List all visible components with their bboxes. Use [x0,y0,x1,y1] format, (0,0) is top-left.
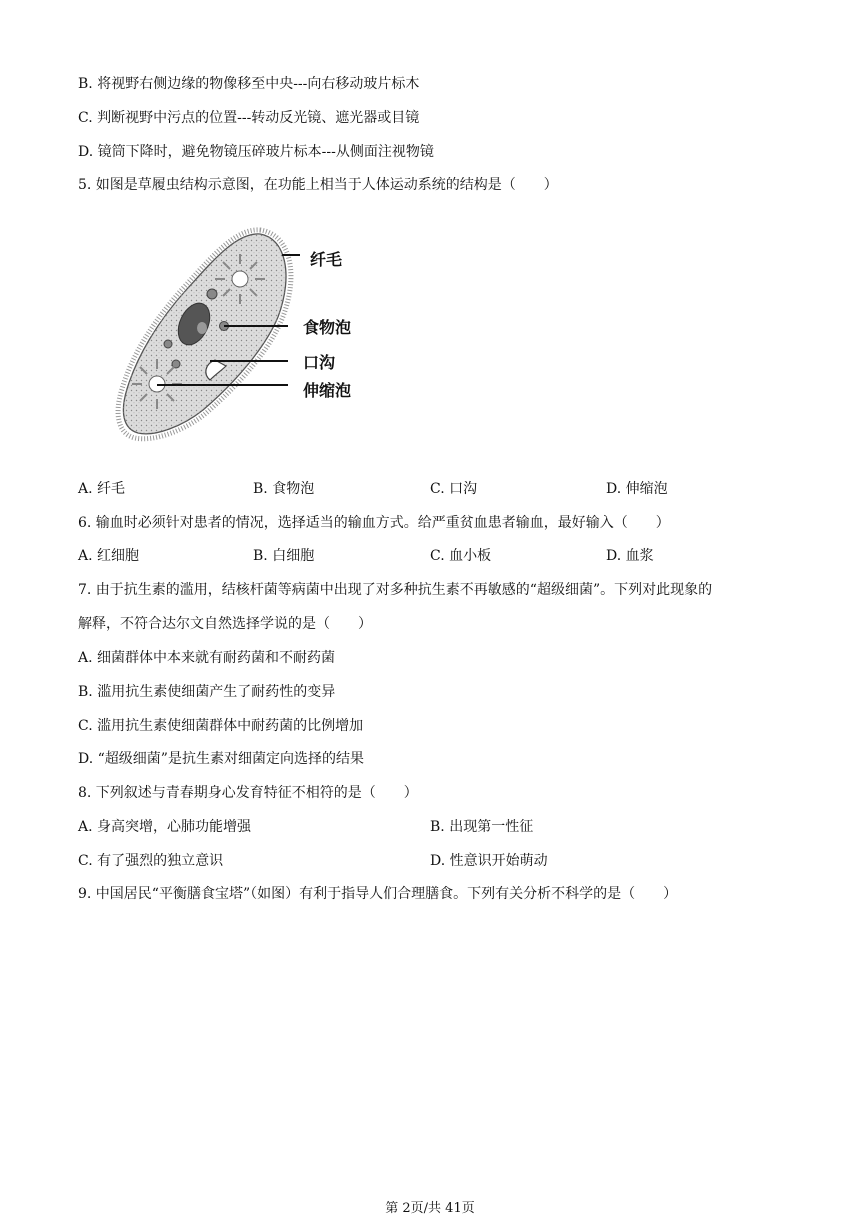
question-8-option-c: C. 有了强烈的独立意识 [78,853,224,869]
question-7-stem-line-2: 解释，不符合达尔文自然选择学说的是（ ） [78,616,372,632]
micronucleus [197,322,207,334]
question-6-option-d: D. 血浆 [606,548,654,564]
label-oral-groove: 口沟 [303,353,336,372]
question-5-option-a: A. 纤毛 [78,481,126,497]
question-5-stem: 5. 如图是草履虫结构示意图，在功能上相当于人体运动系统的结构是（ ） [78,177,558,193]
question-5-option-b: B. 食物泡 [253,481,315,497]
question-6-stem: 6. 输血时必须针对患者的情况，选择适当的输血方式。给严重贫血患者输血，最好输入（ ） [78,515,670,531]
paramecium-diagram [110,224,370,449]
page-footer: 第 2页/共 41页 [385,1201,475,1216]
question-5-option-c: C. 口沟 [430,481,478,497]
label-cilia: 纤毛 [310,250,343,269]
question-4-option-d: D. 镜筒下降时，避免物镜压碎玻片标本---从侧面注视物镜 [78,144,434,160]
food-vacuole-3 [164,340,172,348]
question-7-option-c: C. 滥用抗生素使细菌群体中耐药菌的比例增加 [78,718,364,734]
label-contractile-vacuole: 伸缩泡 [303,381,352,400]
question-9-stem: 9. 中国居民“平衡膳食宝塔”（如图）有利于指导人们合理膳食。下列有关分析不科学的是（ ） [78,886,678,902]
paramecium-figure [110,224,370,449]
question-6-option-b: B. 白细胞 [253,548,315,564]
label-food-vacuole: 食物泡 [303,318,352,337]
question-7-option-a: A. 细菌群体中本来就有耐药菌和不耐药菌 [78,650,336,666]
question-7-option-b: B. 滥用抗生素使细菌产生了耐药性的变异 [78,684,336,700]
question-4-option-b: B. 将视野右侧边缘的物像移至中央---向右移动玻片标木 [78,76,420,92]
question-6-option-a: A. 红细胞 [78,548,140,564]
question-8-stem: 8. 下列叙述与青春期身心发育特征不相符的是（ ） [78,785,418,801]
food-vacuole-1 [207,289,217,299]
question-6-option-c: C. 血小板 [430,548,492,564]
question-4-option-c: C. 判断视野中污点的位置---转动反光镜、遮光器或目镜 [78,110,420,126]
question-7-option-d: D. “超级细菌”是抗生素对细菌定向选择的结果 [78,751,364,767]
question-8-option-b: B. 出现第一性征 [430,819,534,835]
question-5-option-d: D. 伸缩泡 [606,481,668,497]
question-8-option-d: D. 性意识开始萌动 [430,853,548,869]
question-7-stem-line-1: 7. 由于抗生素的滥用，结核杆菌等病菌中出现了对多种抗生素不再敏感的“超级细菌”。下列对此现象的 [78,582,713,598]
question-8-option-a: A. 身高突增，心肺功能增强 [78,819,252,835]
